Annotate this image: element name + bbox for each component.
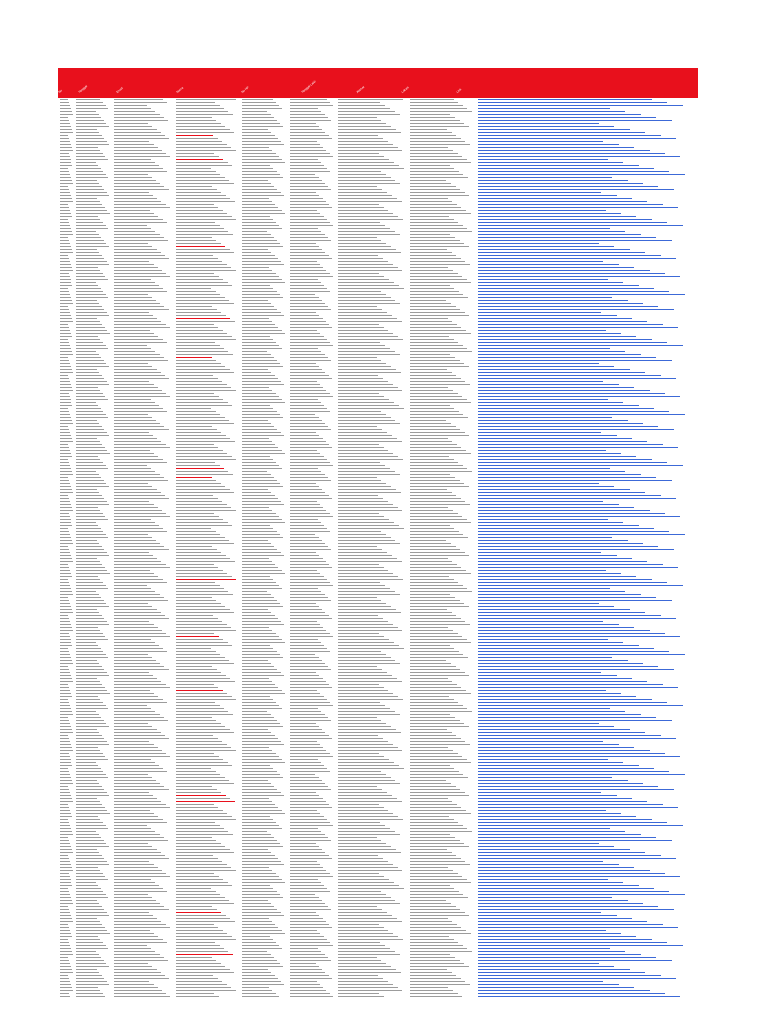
- column-header-8: Lokasi: [400, 85, 410, 94]
- column-header-4: Nama: [175, 85, 185, 94]
- column-header-3: Email: [115, 86, 124, 94]
- table-cell: [290, 995, 336, 998]
- table-cell: [176, 995, 240, 998]
- table-cell: [76, 995, 112, 998]
- table-cell: [60, 995, 74, 998]
- table-cell: [242, 995, 288, 998]
- column-header-7: Alamat: [355, 84, 366, 94]
- column-header-5: No HP: [240, 85, 250, 94]
- column-header-9: Link: [455, 87, 463, 94]
- header-banner: [58, 68, 698, 98]
- column-header-6: Tanggal Lahir: [300, 79, 317, 94]
- column-header-2: Tanggal: [77, 84, 89, 94]
- table-cell: [338, 995, 408, 998]
- column-header-1: No: [57, 88, 63, 94]
- spreadsheet: [58, 68, 698, 98]
- table-cell[interactable]: [478, 995, 698, 998]
- table-cell: [114, 995, 174, 998]
- table-cell: [410, 995, 476, 998]
